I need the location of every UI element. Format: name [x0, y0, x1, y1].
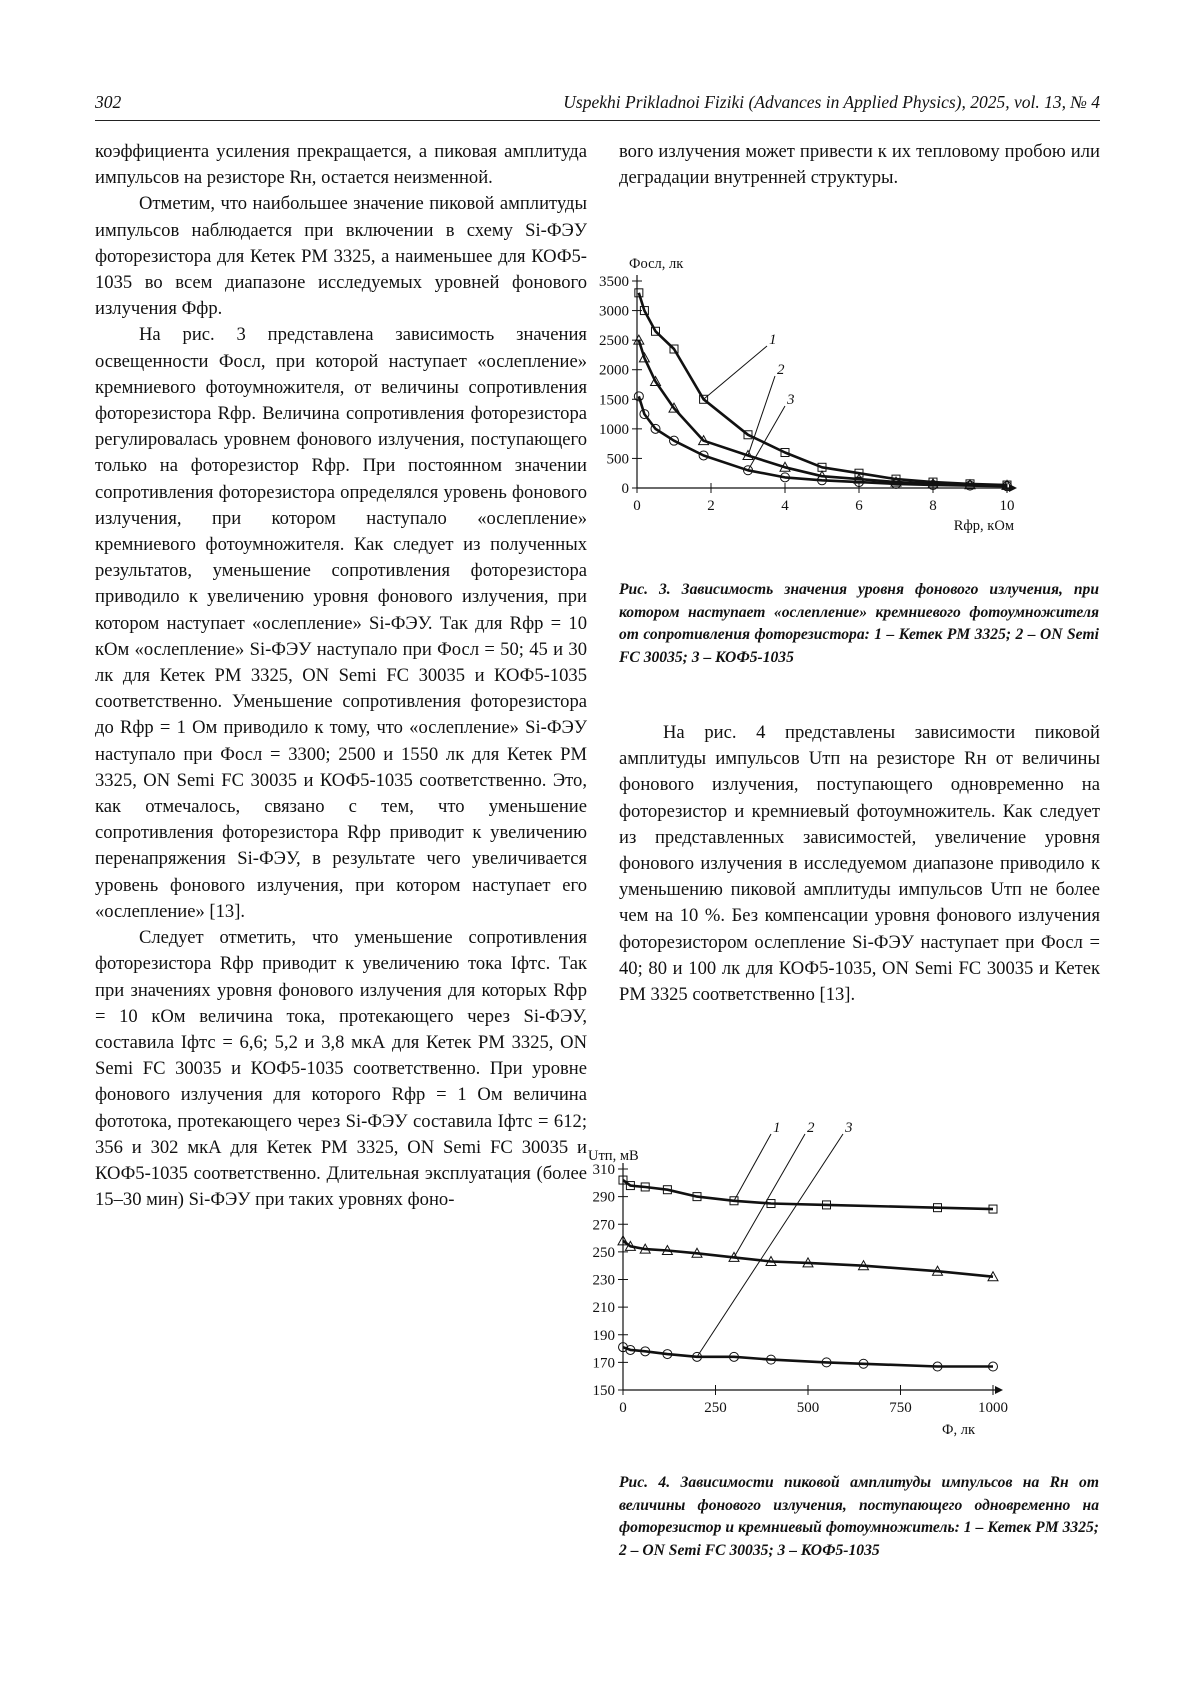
- curve-leader-line: [697, 1134, 843, 1357]
- y-tick-label: 190: [592, 1327, 615, 1344]
- figure-3-chart: [599, 244, 1099, 566]
- y-tick-label: 2000: [599, 362, 629, 379]
- figure-3-svg: [599, 244, 1099, 566]
- paragraph: Следует отметить, что уменьшение сопротивления фоторезистора Rфр приводит к увеличению тока Iфтс. Так при значениях уровня фонового излучения для которых Rфр = 10 кОм величина тока, протекающего через Si-ФЭУ, составила Iфтс = 6,6; 5,2 и 3,8 мкА для Кетек PM 3325, ON Semi FC 30035 и КОФ5-1035 соответственно. При уровне фонового излучения для которого Rфр = 1 Ом величина фототока, протекающего через Si-ФЭУ составила Iфтс = 612; 356 и 302 мкА для Кетек PM 3325, ON Semi FC 30035 и КОФ5-1035 соответственно. Длительная эксплуатация (более 15–30 мин) Si-ФЭУ при таких уровнях фоно-: [95, 927, 587, 1211]
- x-tick-label: 750: [889, 1400, 912, 1416]
- paragraph: вого излучения может привести к их тепловому пробою или деградации внутренней структуры.: [619, 141, 1100, 189]
- curve-label: 1: [773, 1120, 781, 1136]
- y-tick-label: 3000: [599, 303, 629, 320]
- y-axis-label: Uтп, мВ: [588, 1148, 639, 1164]
- plot-group: [599, 256, 1017, 534]
- paragraph: коэффициента усиления прекращается, а пиковая амплитуда импульсов на резисторе Rн, остается неизменной.: [95, 141, 587, 189]
- x-tick-label: 4: [781, 498, 789, 514]
- running-header: [95, 92, 1100, 121]
- x-axis-label: Rфр, кОм: [953, 518, 1014, 534]
- figure-4-chart: [588, 1120, 1099, 1462]
- curve-leader-line: [734, 1134, 771, 1201]
- page-number: 302: [95, 92, 122, 112]
- figure-4-svg: [588, 1120, 1099, 1462]
- series-line-1: [639, 293, 1007, 485]
- curve-leader-line: [734, 1134, 805, 1257]
- left-column: [95, 139, 587, 1213]
- x-tick-label: 10: [999, 498, 1015, 514]
- x-tick-label: 2: [707, 498, 715, 514]
- y-tick-label: 290: [592, 1189, 615, 1206]
- y-tick-label: 250: [592, 1244, 615, 1261]
- paragraph: Отметим, что наибольшее значение пиковой амплитуды импульсов наблюдается при включении в схему Si-ФЭУ фоторезистора для Кетек PM 3325, а наименьшее для КОФ5-1035 во всем диапазоне исследуемых уровней фонового излучения Ффр.: [95, 193, 587, 320]
- y-tick-label: 310: [592, 1162, 615, 1178]
- curve-label: 2: [807, 1120, 815, 1136]
- y-tick-label: 1500: [599, 392, 629, 409]
- figure-3-caption: Рис. 3. Зависимость значения уровня фонового излучения, при котором наступает «ослепление» кремниевого фотоумножителя от сопротивления фоторезистора: 1 – Кетек PM 3325; 2 – ON Semi FC 30035; 3 – КОФ5-1035: [619, 581, 1099, 666]
- curve-label: 2: [777, 362, 785, 378]
- curve-label: 1: [769, 332, 777, 348]
- paragraph: На рис. 4 представлены зависимости пиковой амплитуды импульсов Uтп на резисторе Rн от величины фонового излучения, поступающего одновременно на фоторезистор и кремниевый фотоумножитель. Как следует из представленных зависимостей, увеличение уровня фонового излучения в исследуемом диапазоне приводило к уменьшению пиковой амплитуды импульсов Uтп не более чем на 10 %. Без компенсации уровня фонового излучения фоторезистором ослепление Si-ФЭУ наступает при Фосл = 40; 80 и 100 лк для КОФ5-1035, ON Semi FC 30035 и Кетек PM 3325 соответственно [13].: [619, 722, 1100, 1006]
- x-tick-label: 1000: [978, 1400, 1008, 1416]
- x-tick-label: 500: [796, 1400, 820, 1416]
- y-tick-label: 230: [592, 1272, 615, 1289]
- figure-4-caption: Рис. 4. Зависимости пиковой амплитуды импульсов на Rн от величины фонового излучения, поступающего одновременно на фоторезистор и кремниевый фотоумножитель: 1 – Кетек PM 3325; 2 – ON Semi FC 30035; 3 – КОФ5-1035: [619, 1474, 1099, 1559]
- paragraph: На рис. 3 представлена зависимость значения освещенности Фосл, при которой наступает «ослепление» кремниевого фотоумножителя, от величины сопротивления фоторезистора Rфр. Величина сопротивления фоторезистора регулировалась уровнем фонового излучения, поступающего только на фоторезистор Rфр. При постоянном значении сопротивления фоторезистора определялся уровень фонового излучения, при котором наступало «ослепление» кремниевого фотоумножителя. Как следует из полученных результатов, уменьшение сопротивления фоторезистора приводило к увеличению уровня фонового излучения, при котором наступает «ослепление» Si-ФЭУ. Так для Rфр = 10 кОм «ослепление» Si-ФЭУ наступало при Фосл = 50; 45 и 30 лк для Кетек PM 3325, ON Semi FC 30035 и КОФ5-1035 соответственно. Уменьшение сопротивления фоторезистора до Rфр = 1 Ом приводило к тому, что «ослепление» Si-ФЭУ наступало при Фосл = 3300; 2500 и 1550 лк для Кетек PM 3325, ON Semi FC 30035 и КОФ5-1035 соответственно. Это, как отмечалось, связано с тем, что уменьшение сопротивления фоторезистора Rфр приводит к увеличению перенапряжения Si-ФЭУ, в результате чего увеличивается уровень фонового излучения, при котором наступает его «ослепление» [13].: [95, 324, 587, 922]
- y-tick-label: 170: [592, 1355, 615, 1372]
- series-line-3: [623, 1347, 993, 1366]
- right-column: [619, 139, 1100, 191]
- x-axis-arrow: [995, 1386, 1003, 1394]
- series-line-1: [623, 1180, 993, 1209]
- plot-group: [588, 1120, 1008, 1438]
- curve-label: 3: [787, 392, 795, 408]
- x-axis-label: Ф, лк: [942, 1422, 975, 1438]
- y-tick-label: 3500: [599, 274, 629, 290]
- y-tick-label: 270: [592, 1217, 615, 1234]
- curve-leader-line: [748, 376, 775, 455]
- curve-label: 3: [845, 1120, 853, 1136]
- y-tick-label: 2500: [599, 333, 629, 350]
- x-tick-label: 8: [929, 498, 937, 514]
- y-tick-label: 210: [592, 1300, 615, 1317]
- curve-leader-line: [704, 346, 767, 399]
- x-tick-label: 6: [855, 498, 863, 514]
- y-tick-label: 1000: [599, 421, 629, 438]
- x-tick-label: 0: [619, 1400, 627, 1416]
- journal-title: Uspekhi Prikladnoi Fiziki (Advances in Applied Physics), 2025, vol. 13, № 4: [563, 92, 1100, 112]
- y-tick-label: 500: [606, 451, 629, 468]
- x-tick-label: 250: [704, 1400, 727, 1416]
- y-tick-label: 150: [592, 1383, 615, 1399]
- y-axis-label: Фосл, лк: [629, 256, 684, 272]
- y-tick-label: 0: [621, 481, 629, 497]
- x-tick-label: 0: [633, 498, 641, 514]
